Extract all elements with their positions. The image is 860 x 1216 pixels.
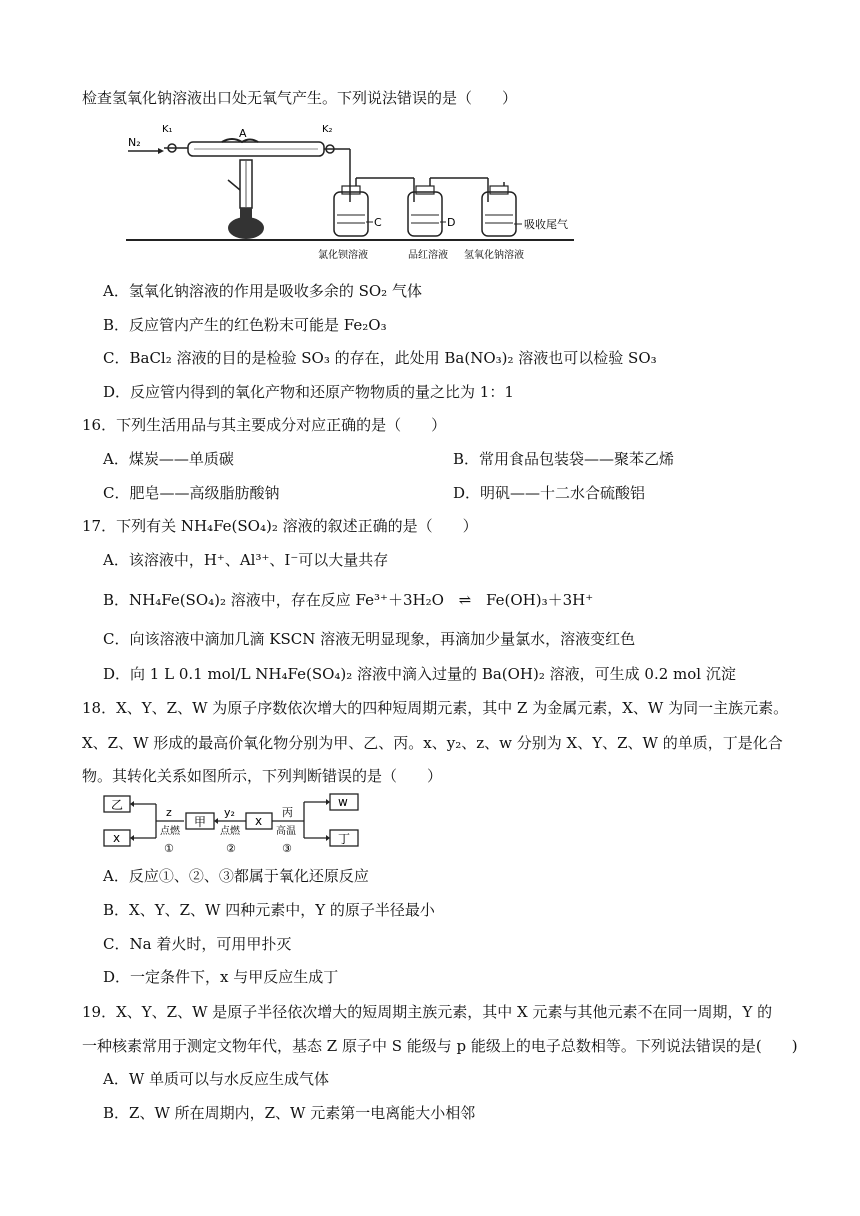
q17-option-c: C．向该溶液中滴加几滴 KSCN 溶液无明显现象，再滴加少量氯水，溶液变红色 bbox=[103, 630, 636, 648]
conversion-diagram bbox=[100, 792, 370, 858]
q17-stem: 17．下列有关 NH₄Fe(SO₄)₂ 溶液的叙述正确的是（ ） bbox=[82, 517, 478, 535]
q16-option-a: A．煤炭——单质碳 bbox=[103, 450, 234, 468]
intro-text: 检查氢氧化钠溶液出口处无氧气产生。下列说法错误的是（ ） bbox=[82, 89, 518, 107]
q15-option-a: A．氢氧化钠溶液的作用是吸收多余的 SO₂ 气体 bbox=[103, 282, 422, 300]
q17-option-b-right: Fe(OH)₃＋3H⁺ bbox=[486, 591, 594, 609]
label-ignite-1: 点燃 bbox=[160, 826, 180, 837]
box-yi: 乙 bbox=[111, 798, 124, 812]
d-label: D bbox=[447, 216, 456, 229]
bottle1-caption: 氯化钡溶液 bbox=[318, 250, 368, 261]
q15-option-c: C．BaCl₂ 溶液的目的是检验 SO₃ 的存在，此处用 Ba(NO₃)₂ 溶液也可以检验 SO₃ bbox=[103, 349, 657, 367]
q16-stem: 16．下列生活用品与其主要成分对应正确的是（ ） bbox=[82, 416, 447, 434]
q19-option-a: A．W 单质可以与水反应生成气体 bbox=[103, 1070, 330, 1088]
label-bing: 丙 bbox=[282, 806, 293, 819]
q17-option-b bbox=[103, 590, 593, 610]
q16-option-d: D．明矾——十二水合硫酸铝 bbox=[453, 484, 646, 502]
k1-label: K₁ bbox=[162, 124, 173, 135]
k2-label: K₂ bbox=[322, 124, 333, 135]
q19-stem-line1: 19．X、Y、Z、W 是原子半径依次增大的短周期主族元素，其中 X 元素与其他元素不在同一周期，Y 的 bbox=[82, 1003, 773, 1021]
q18-option-a: A．反应①、②、③都属于氧化还原反应 bbox=[103, 867, 369, 885]
q18-option-b: B．X、Y、Z、W 四种元素中，Y 的原子半径最小 bbox=[103, 901, 435, 919]
q18-stem-line2: X、Z、W 形成的最高价氧化物分别为甲、乙、丙。x、y₂、z、w 分别为 X、Y、Z、W 的单质，丁是化合 bbox=[82, 734, 783, 752]
q15-option-d: D．反应管内得到的氧化产物和还原产物物质的量之比为 1：1 bbox=[103, 383, 514, 401]
bottle3-caption: 氢氧化钠溶液 bbox=[464, 250, 524, 261]
q19-stem-line2: 一种核素常用于测定文物年代，基态 Z 原子中 S 能级与 p 能级上的电子总数相等。下列说法错误的是( ) bbox=[82, 1037, 798, 1055]
q17-option-b-left: B．NH₄Fe(SO₄)₂ 溶液中，存在反应 Fe³⁺＋3H₂O bbox=[103, 591, 444, 609]
apparatus-figure bbox=[122, 120, 582, 270]
label-ignite-2: 点燃 bbox=[220, 826, 240, 837]
label-y2: y₂ bbox=[224, 806, 235, 819]
q18-stem-line1: 18．X、Y、Z、W 为原子序数依次增大的四种短周期元素，其中 Z 为金属元素，X、W 为同一主族元素。 bbox=[82, 699, 789, 717]
box-x-left: x bbox=[113, 831, 121, 845]
equilibrium-arrow-icon: ⇌ bbox=[458, 591, 472, 609]
label-circ-2: ② bbox=[226, 842, 236, 855]
box-jia: 甲 bbox=[194, 815, 207, 829]
a-label: A bbox=[239, 127, 247, 140]
box-ding: 丁 bbox=[338, 832, 351, 846]
q15-option-b: B．反应管内产生的红色粉末可能是 Fe₂O₃ bbox=[103, 316, 387, 334]
label-z: z bbox=[166, 806, 172, 819]
box-w: w bbox=[338, 795, 348, 809]
q17-option-d: D．向 1 L 0.1 mol/L NH₄Fe(SO₄)₂ 溶液中滴入过量的 Ba(OH)₂ 溶液，可生成 0.2 mol 沉淀 bbox=[103, 665, 736, 683]
q18-stem-line3: 物。其转化关系如图所示，下列判断错误的是（ ） bbox=[82, 767, 443, 785]
q18-option-d: D．一定条件下，x 与甲反应生成丁 bbox=[103, 968, 339, 986]
q17-option-a: A．该溶液中，H⁺、Al³⁺、I⁻可以大量共存 bbox=[103, 551, 389, 569]
bottle2-caption: 品红溶液 bbox=[408, 250, 448, 261]
q16-option-b: B．常用食品包装袋——聚苯乙烯 bbox=[453, 450, 675, 468]
n2-label: N₂ bbox=[128, 136, 141, 149]
box-x-mid: x bbox=[255, 814, 263, 828]
q19-option-b: B．Z、W 所在周期内，Z、W 元素第一电离能大小相邻 bbox=[103, 1104, 476, 1122]
label-circ-3: ③ bbox=[282, 842, 292, 855]
label-circ-1: ① bbox=[164, 842, 174, 855]
q18-option-c: C．Na 着火时，可用甲扑灭 bbox=[103, 935, 292, 953]
tail-gas-label: 吸收尾气 bbox=[524, 218, 568, 231]
c-label: C bbox=[374, 216, 382, 229]
label-high-temp: 高温 bbox=[276, 826, 296, 837]
q16-option-c: C．肥皂——高级脂肪酸钠 bbox=[103, 484, 280, 502]
